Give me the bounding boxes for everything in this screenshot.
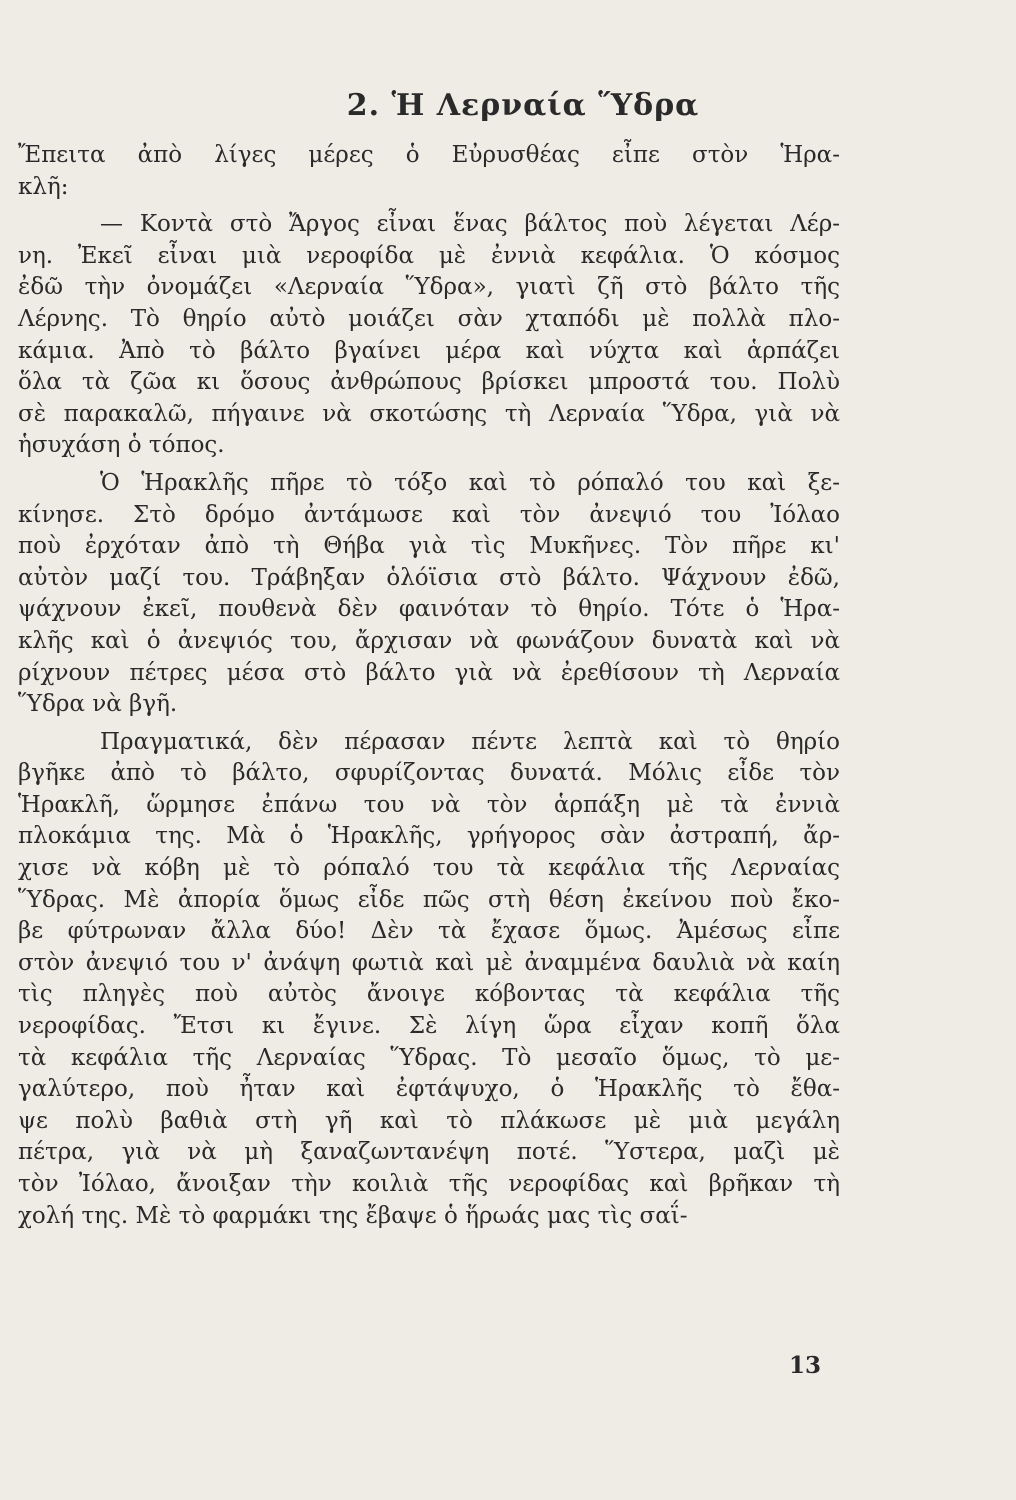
text-line: Ἡρακλῆ, ὥρμησε ἐπάνω του νὰ τὸν ἁρπάξη μὲ τὰ ἐννιὰ — [18, 791, 840, 818]
text-line: Ὕδρας. Μὲ ἀπορία ὅμως εἶδε πῶς στὴ θέση ἐκείνου ποὺ ἔκο- — [18, 886, 840, 913]
text-line: ρίχνουν πέτρες μέσα στὸ βάλτο γιὰ νὰ ἐρεθίσουν τὴ Λερναία — [18, 659, 840, 686]
text-line: κάμια. Ἀπὸ τὸ βάλτο βγαίνει μέρα καὶ νύχτα καὶ ἁρπάζει — [18, 337, 840, 364]
text-line: Πραγματικά, δὲν πέρασαν πέντε λεπτὰ καὶ τὸ θηρίο — [100, 728, 840, 755]
text-line: πλοκάμια της. Μὰ ὁ Ἡρακλῆς, γρήγορος σὰν ἀστραπή, ἄρ- — [18, 823, 840, 850]
text-line: κίνησε. Στὸ δρόμο ἀντάμωσε καὶ τὸν ἀνεψιό του Ἰόλαο — [18, 501, 840, 528]
text-line: — Κοντὰ στὸ Ἄργος εἶναι ἕνας βάλτος ποὺ λέγεται Λέρ- — [100, 211, 840, 238]
text-line: στὸν ἀνεψιό του ν' ἀνάψη φωτιὰ καὶ μὲ ἀναμμένα δαυλιὰ νὰ καίη — [18, 949, 840, 976]
paragraph — [18, 140, 840, 203]
text-line: νεροφίδας. Ἔτσι κι ἔγινε. Σὲ λίγη ὥρα εἶχαν κοπῆ ὅλα — [18, 1013, 840, 1040]
text-line: χολή της. Μὲ τὸ φαρμάκι της ἔβαψε ὁ ἥρωάς μας τὶς σαΐ- — [18, 1202, 688, 1229]
text-line: Λέρνης. Τὸ θηρίο αὐτὸ μοιάζει σὰν χταπόδι μὲ πολλὰ πλο- — [18, 305, 840, 332]
text-line: βγῆκε ἀπὸ τὸ βάλτο, σφυρίζοντας δυνατά. Μόλις εἶδε τὸν — [18, 760, 840, 787]
text-line: γαλύτερο, ποὺ ἦταν καὶ ἐφτάψυχο, ὁ Ἡρακλῆς τὸ ἔθα- — [18, 1076, 840, 1103]
text-line: ἐδῶ τὴν ὀνομάζει «Λερναία Ὕδρα», γιατὶ ζῆ στὸ βάλτο τῆς — [18, 274, 840, 301]
text-line: πέτρα, γιὰ νὰ μὴ ξαναζωντανέψη ποτέ. Ὕστερα, μαζὶ μὲ — [18, 1139, 840, 1166]
text-line: τὰ κεφάλια τῆς Λερναίας Ὕδρας. Τὸ μεσαῖο ὅμως, τὸ με- — [18, 1044, 840, 1071]
text-line: κλῆς καὶ ὁ ἀνεψιός του, ἄρχισαν νὰ φωνάζουν δυνατὰ καὶ νὰ — [18, 627, 840, 654]
text-line: νη. Ἐκεῖ εἶναι μιὰ νεροφίδα μὲ ἐννιὰ κεφάλια. Ὁ κόσμος — [18, 242, 840, 269]
text-line: κλῆ: — [18, 173, 69, 200]
text-line: τὶς πληγὲς ποὺ αὐτὸς ἄνοιγε κόβοντας τὰ κεφάλια τῆς — [18, 981, 840, 1008]
text-line: χισε νὰ κόβη μὲ τὸ ρόπαλό του τὰ κεφάλια τῆς Λερναίας — [18, 855, 840, 882]
text-line: τὸν Ἰόλαο, ἄνοιξαν τὴν κοιλιὰ τῆς νεροφίδας καὶ βρῆκαν τὴ — [18, 1171, 840, 1197]
text-line: Ὕδρα νὰ βγῆ. — [18, 691, 178, 718]
text-line: Ἔπειτα ἀπὸ λίγες μέρες ὁ Εὐρυσθέας εἶπε στὸν Ἡρα- — [18, 142, 840, 168]
text-line: βε φύτρωναν ἄλλα δύο! Δὲν τὰ ἔχασε ὅμως. Ἀμέσως εἶπε — [18, 918, 840, 945]
paragraph — [18, 727, 840, 1233]
text-line: ψάχνουν ἐκεῖ, πουθενὰ δὲν φαινόταν τὸ θηρίο. Τότε ὁ Ἡρα- — [18, 596, 840, 623]
text-line: αὐτὸν μαζί του. Τράβηξαν ὁλόϊσια στὸ βάλτο. Ψάχνουν ἐδῶ, — [18, 564, 840, 591]
page-number: 13 — [789, 1352, 822, 1379]
text-line: ποὺ ἐρχόταν ἀπὸ τὴ Θήβα γιὰ τὶς Μυκῆνες. Τὸν πῆρε κι' — [18, 533, 840, 560]
text-line: ψε πολὺ βαθιὰ στὴ γῆ καὶ τὸ πλάκωσε μὲ μιὰ μεγάλη — [18, 1107, 840, 1134]
paragraph — [18, 468, 840, 721]
text-line: σὲ παρακαλῶ, πήγαινε νὰ σκοτώσης τὴ Λερναία Ὕδρα, γιὰ νὰ — [18, 400, 840, 427]
chapter-heading: 2. Ἡ Λερναία Ὕδρα — [346, 88, 700, 123]
text-body — [18, 140, 840, 1232]
text-line: ὅλα τὰ ζῶα κι ὅσους ἀνθρώπους βρίσκει μπροστά του. Πολὺ — [18, 369, 840, 396]
text-line: ἡσυχάση ὁ τόπος. — [18, 432, 225, 459]
text-line: Ὁ Ἡρακλῆς πῆρε τὸ τόξο καὶ τὸ ρόπαλό του καὶ ξε- — [100, 469, 840, 496]
paragraph — [18, 209, 840, 462]
